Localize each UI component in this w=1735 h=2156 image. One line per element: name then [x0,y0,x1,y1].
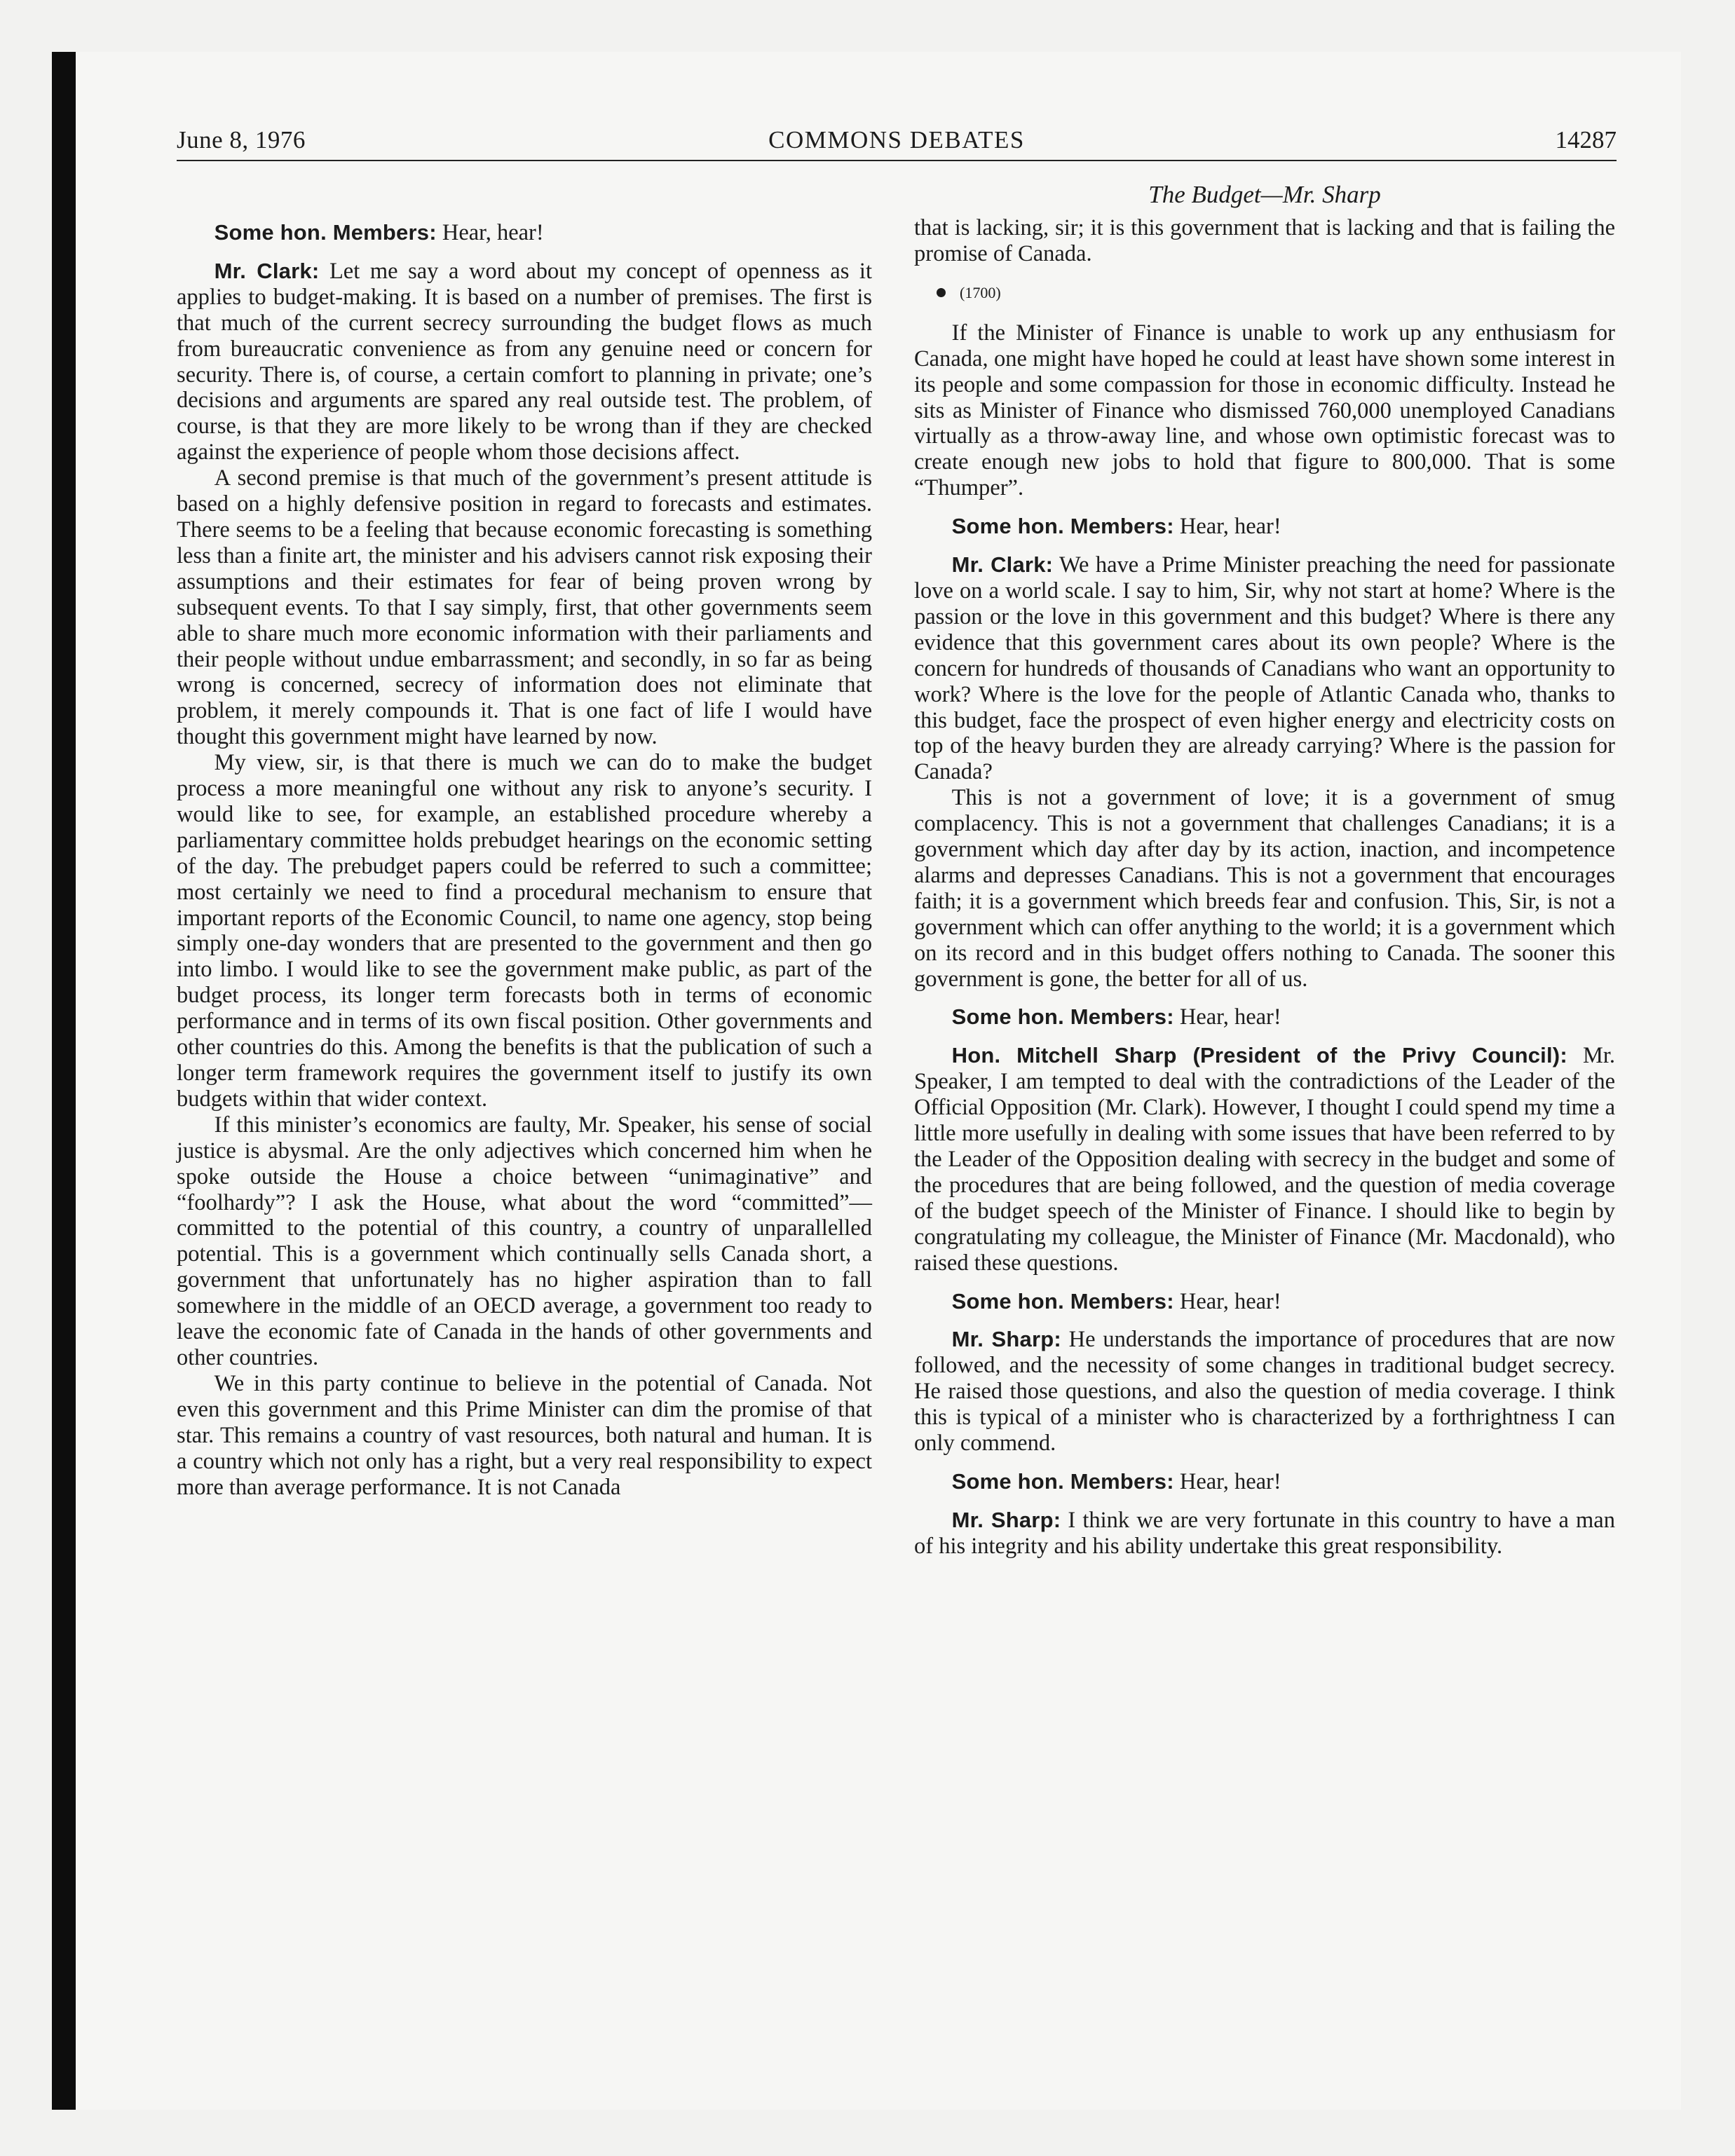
paragraph-text: If the Minister of Finance is unable to work up any enthusiasm for Canada, one might have hoped he could at least have shown some interest in its people and some compassion for those in economic difficulty. Instead he sits as Minister of Finance who dismissed 760,000 unemployed Canadians virtually as a throw-away line, and whose own optimistic forecast was to create enough new jobs to hold that figure to 800,000. That is some “Thumper”. [914,320,1615,501]
speaker-name: Some hon. Members: [951,514,1174,539]
page-header [177,123,1617,157]
paragraph [914,1469,1615,1495]
speaker-name: Some hon. Members: [951,1004,1174,1030]
paragraph [914,785,1615,992]
timestamp [937,282,1615,303]
paragraph [914,552,1615,785]
header-rule [177,160,1617,161]
speaker-name: Mr. Clark: [951,552,1054,578]
right-column [914,215,1615,1560]
paragraph-text: If this minister’s economics are faulty, Mr. Speaker, his sense of social justice is abysmal. Are the only adjectives which concerned him when he spoke outside the House a choice between “unimaginative” and “foolhardy”? I ask the House, what about the word “committed”—committed to the potential of this country, a country of unparallelled potential. This is a government which continually sells Canada short, a government that unfortunately has no higher aspiration than to fall somewhere in the middle of an OECD average, a government too ready to leave the economic fate of Canada in the hands of other governments and other countries. [177,1112,872,1370]
header-date: June 8, 1976 [177,126,306,153]
paragraph-text: He understands the importance of procedures that are now followed, and the necessity of some changes in traditional budget secrecy. He raised those questions, and also the question of media coverage. I think this is typical of a minister who is characterized by a forthrightness I can only commend. [914,1327,1615,1456]
paragraph [914,320,1615,501]
header-publication: COMMONS DEBATES [768,126,1025,153]
speaker-name: Mr. Clark: [214,258,320,283]
paragraph-text: We in this party continue to believe in the potential of Canada. Not even this government and this Prime Minister can dim the promise of that star. This remains a country of vast resources, both natural and human. It is a country which not only has a right, but a very real responsibility to expect more than average performance. It is not Canada [177,1370,872,1500]
paragraph-text: Hear, hear! [1173,514,1281,540]
paragraph-text: Hear, hear! [1173,1468,1281,1494]
speaker-name: Some hon. Members: [951,1468,1174,1494]
paragraph-text: We have a Prime Minister preaching the need for passionate love on a world scale. I say to him, Sir, why not start at home? Where is the passion or the love in this government and this budget? Where is there any evidence that this government cares about its own people? Where is the concern for hundreds of thousands of Canadians who want an opportunity to work? Where is the love for the people of Atlantic Canada who, thanks to this budget, face the prospect of even higher energy and electricity costs on top of the heavy burden they are already carrying? Where is the passion for Canada? [914,552,1615,785]
paragraph-text: Hear, hear! [1173,1004,1281,1030]
paragraph [177,220,872,246]
timestamp-text: (1700) [960,283,1001,301]
paragraph [177,1371,872,1501]
paragraph [914,514,1615,540]
speaker-name: Some hon. Members: [951,1288,1174,1314]
paragraph-continuation: that is lacking, sir; it is this government that is lacking and that is failing the promise of Canada. [914,215,1615,266]
paragraph-text: Hear, hear! [1173,1288,1281,1314]
paragraph [914,1289,1615,1315]
scan-border [52,52,76,2110]
paragraph-text: Let me say a word about my concept of openness as it applies to budget-making. It is based on a number of premises. The first is that much of the current secrecy surrounding the budget flows as much from bureaucratic convenience as from any genuine need or concern for security. There is, of course, a certain comfort to planning in private; one’s decisions and arguments are spared any real outside test. The problem, of course, is that they are more likely to be wrong than if they are checked against the experience of people whom those decisions affect. [177,258,872,465]
paragraph [177,750,872,1112]
paragraph-text: This is not a government of love; it is a government of smug complacency. This is not a government that challenges Canadians; it is a government which day after day by its action, inaction, and incompetence alarms and depresses Canadians. This is not a government that encourages faith; it is a government which breeds fear and confusion. This, Sir, is not a government which can offer anything to the world; it is a government which on its record and in this budget offers nothing to Canada. The sooner this government is gone, the better for all of us. [914,785,1615,992]
paragraph [177,465,872,750]
running-head: The Budget—Mr. Sharp [1148,181,1381,208]
left-column [177,220,872,1500]
paragraph-text: Hear, hear! [436,220,544,245]
paragraph [914,1043,1615,1276]
paragraph [914,1508,1615,1560]
paragraph-text: A second premise is that much of the government’s present attitude is based on a highly defensive position in regard to forecasts and estimates. There seems to be a feeling that because economic forecasting is something less than a finite art, the minister and his advisers cannot risk exposing their assumptions and their estimates for fear of being proven wrong by subsequent events. To that I say simply, first, that other governments seem able to share much more economic information with their parliaments and their people without undue embarrassment; and secondly, in so far as being wrong is concerned, secrecy of information does not eliminate that problem, it merely compounds it. That is one fact of life I would have thought this government might have learned by now. [177,465,872,750]
paragraph-text: I think we are very fortunate in this country to have a man of his integrity and his ability undertake this great responsibility. [914,1507,1615,1559]
speaker-name: Hon. Mitchell Sharp (President of the Privy Council): [951,1043,1567,1068]
bullet-icon [937,288,946,297]
paragraph-text: My view, sir, is that there is much we can do to make the budget process a more meaningful one without any risk to anyone’s security. I would like to see, for example, an established procedure whereby a parliamentary committee holds prebudget hearings on the economic setting of the day. The prebudget papers could be referred to such a committee; most certainly we need to find a procedural mechanism to ensure that important reports of the Economic Council, to name one agency, stop being simply one-day wonders that are presented to the government and then go into limbo. I would like to see the government make public, as part of the budget process, its longer term forecasts both in terms of economic performance and in terms of its own fiscal position. Other governments and other countries do this. Among the benefits is that the publication of such a longer term framework requires the government itself to justify its own budgets within that wider context. [177,750,872,1112]
speaker-name: Mr. Sharp: [951,1327,1061,1352]
paragraph [914,1004,1615,1030]
paragraph [177,1112,872,1371]
speaker-name: Mr. Sharp: [951,1507,1061,1532]
speaker-name: Some hon. Members: [214,220,437,245]
paragraph [177,259,872,465]
header-page-number: 14287 [1555,126,1617,153]
paragraph-text: Mr. Speaker, I am tempted to deal with the contradictions of the Leader of the Official Opposition (Mr. Clark). However, I thought I could spend my time a little more usefully in dealing with some issues that have been referred to by the Leader of the Opposition dealing with secrecy in the budget and some of the procedures that are being followed, and the question of media coverage of the budget speech of the Minister of Finance. I should like to begin by congratulating my colleague, the Minister of Finance (Mr. Macdonald), who raised these questions. [914,1043,1615,1276]
paragraph [914,1327,1615,1456]
